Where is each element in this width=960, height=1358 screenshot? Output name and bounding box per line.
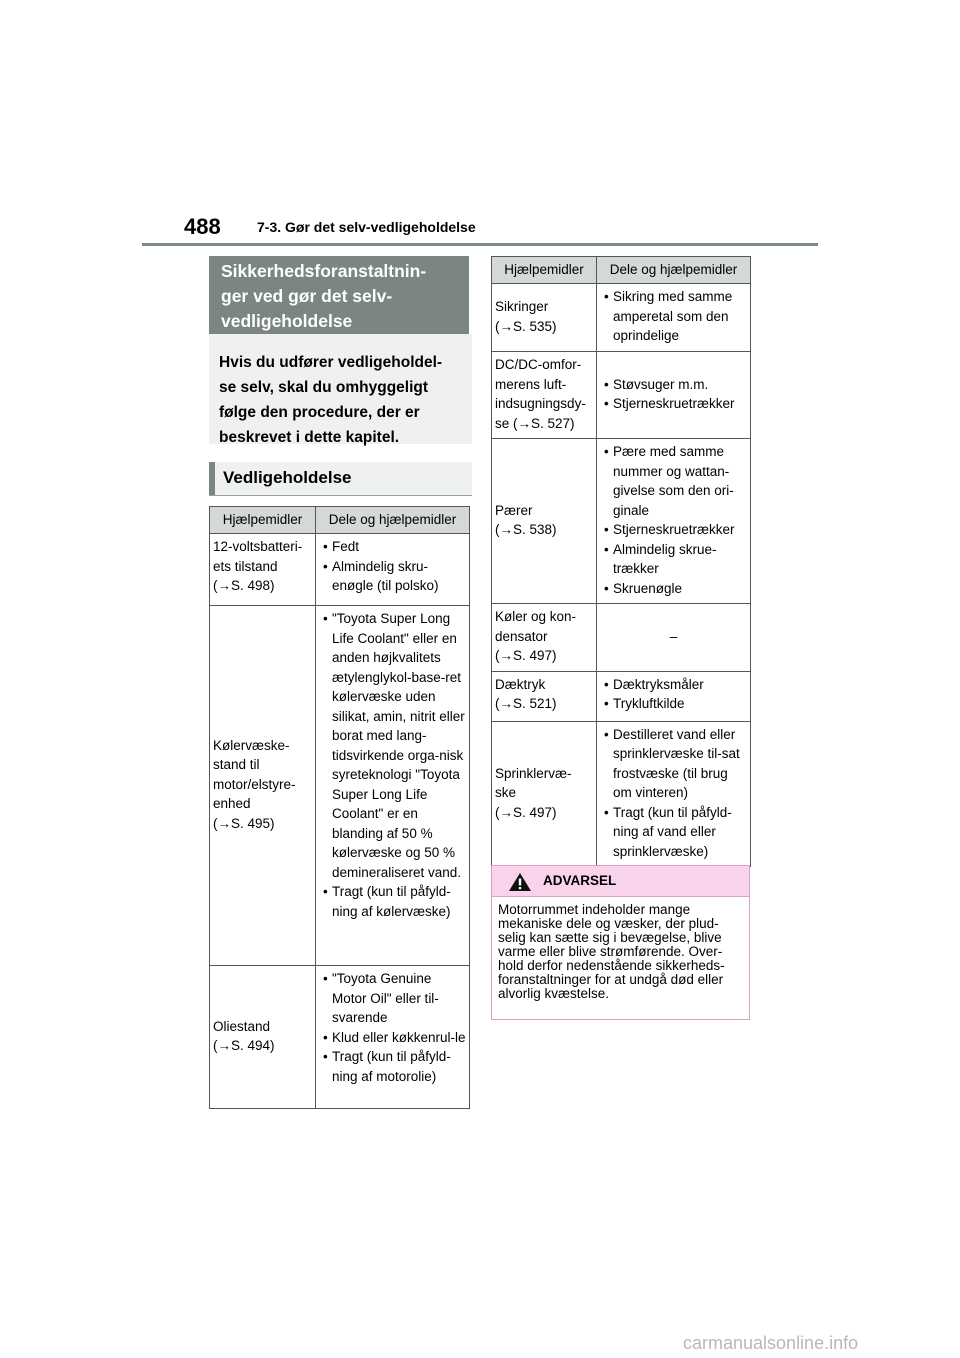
- items-cell: [597, 284, 751, 352]
- items-cell: [316, 966, 470, 1109]
- item-name-cell: [492, 352, 597, 439]
- header-parts: Dele og hjælpemidler: [316, 507, 470, 534]
- heading-accent-bar: [209, 462, 215, 495]
- item-name-cell: [492, 284, 597, 352]
- item-name-cell: [492, 671, 597, 721]
- list-item: • Tragt (kun til påfyld-ning af kølervæske): [319, 882, 466, 921]
- list-item: • Almindelig skru- enøgle (til polsko): [319, 557, 466, 596]
- empty-value: –: [669, 628, 678, 644]
- warning-triangle-icon: [508, 872, 532, 897]
- header-parts: Dele og hjælpemidler: [597, 257, 751, 284]
- table-row: [492, 284, 751, 352]
- table-row: [492, 721, 751, 867]
- list-item: • Tragt (kun til påfyld-ning af motorolie): [319, 1047, 466, 1086]
- table-row: [210, 606, 470, 966]
- table-row: [210, 534, 470, 606]
- list-item: • Klud eller køkkenrul-le: [319, 1028, 466, 1048]
- section-title: 7-3. Gør det selv-vedligeholdelse: [257, 219, 476, 235]
- list-item: • Tragt (kun til påfyld-ning af vand eller sprinklervæske): [600, 803, 747, 862]
- item-name: Dæktryk (→S. 521): [495, 676, 557, 711]
- list-item: • Stjerneskruetrækker: [600, 394, 747, 414]
- header-tools: Hjælpemidler: [492, 257, 597, 284]
- items-cell: [316, 534, 470, 606]
- items-cell: [597, 721, 751, 867]
- list-item: • Trykluftkilde: [600, 694, 747, 714]
- items-cell: [597, 352, 751, 439]
- warning-box: [491, 865, 750, 1020]
- item-name: 12-voltsbatteri- ets tilstand (→S. 498): [213, 539, 303, 593]
- header-divider: [142, 243, 818, 246]
- item-name-cell: [492, 439, 597, 604]
- list-item: • Sikring med samme amperetal som den oprindelige: [600, 287, 747, 346]
- list-item: • Dæktryksmåler: [600, 675, 747, 695]
- table-row: [492, 671, 751, 721]
- item-name: Sikringer (→S. 535): [495, 299, 557, 334]
- item-name: Sprinklervæ- ske (→S. 497): [495, 765, 572, 820]
- list-item: • Almindelig skrue-trækker: [600, 540, 747, 579]
- list-item: • Stjerneskruetrækker: [600, 520, 747, 540]
- item-name: Oliestand (→S. 494): [213, 1018, 275, 1053]
- item-name-cell: [210, 606, 316, 966]
- list-item: • Pære med samme nummer og wattan-givelse som den ori-ginale: [600, 442, 747, 520]
- safety-heading: [209, 256, 469, 334]
- items-cell: [597, 439, 751, 604]
- list-item: • "Toyota Super Long Life Coolant" eller en anden højkvalitets ætylenglykol-base-ret kølervæske uden silikat, amin, nitrit eller borat med lang-tidsvirkende orga-nisk syreteknologi "Toyota Super Long Life Coolant" er en blanding af 50 % kølervæske og 50 % demineraliseret vand.: [319, 609, 466, 882]
- table-row: [492, 604, 751, 672]
- page-number: 488: [184, 214, 221, 239]
- list-item: • Destilleret vand eller sprinklervæske til-sat frostvæske (til brug om vinteren): [600, 725, 747, 803]
- maintenance-heading: [209, 462, 472, 496]
- maintenance-table-left: [209, 506, 470, 1109]
- item-name-cell: [492, 721, 597, 867]
- item-name: Pærer (→S. 538): [495, 502, 557, 537]
- safety-intro: [209, 334, 472, 444]
- maintenance-table-right: [491, 256, 751, 867]
- list-item: • Skruenøgle: [600, 579, 747, 599]
- table-row: [492, 439, 751, 604]
- safety-intro-text: Hvis du udfører vedligeholdel- se selv, skal du omhyggeligt følge den procedure, der er beskrevet i dette kapitel.: [219, 354, 443, 446]
- list-item: • Støvsuger m.m.: [600, 375, 747, 395]
- item-name-cell: [210, 534, 316, 606]
- items-cell: [597, 671, 751, 721]
- watermark: carmanualsonline.info: [683, 1333, 859, 1353]
- warning-header: [492, 866, 749, 897]
- items-cell: [597, 604, 751, 672]
- item-name-cell: [210, 966, 316, 1109]
- list-item: • Fedt: [319, 537, 466, 557]
- list-item: • "Toyota Genuine Motor Oil" eller til-svarende: [319, 969, 466, 1028]
- warning-text: Motorrummet indeholder mange mekaniske dele og væsker, der plud-selig kan sætte sig i bevægelse, blive varme eller blive strømførende. Over-hold derfor nedenstående sikkerheds-foranstaltninger for at undgå død eller alvorlig kvæstelse.: [498, 902, 725, 1001]
- warning-label: ADVARSEL: [543, 873, 617, 888]
- maintenance-heading-text: Vedligeholdelse: [223, 468, 352, 487]
- item-name: DC/DC-omfor- merens luft- indsugningsdy- se (→S. 527): [495, 357, 586, 431]
- table-header-row: [492, 257, 751, 284]
- table-row: [210, 966, 470, 1109]
- table-row: [492, 352, 751, 439]
- item-name: Køler og kon- densator (→S. 497): [495, 609, 577, 663]
- header-tools: Hjælpemidler: [210, 507, 316, 534]
- item-name: Kølervæske- stand til motor/elstyre- enhed (→S. 495): [213, 737, 296, 831]
- safety-heading-text: Sikkerhedsforanstaltnin- ger ved gør det selv- vedligeholdelse: [221, 261, 427, 331]
- table-header-row: [210, 507, 470, 534]
- item-name-cell: [492, 604, 597, 672]
- items-cell: [316, 606, 470, 966]
